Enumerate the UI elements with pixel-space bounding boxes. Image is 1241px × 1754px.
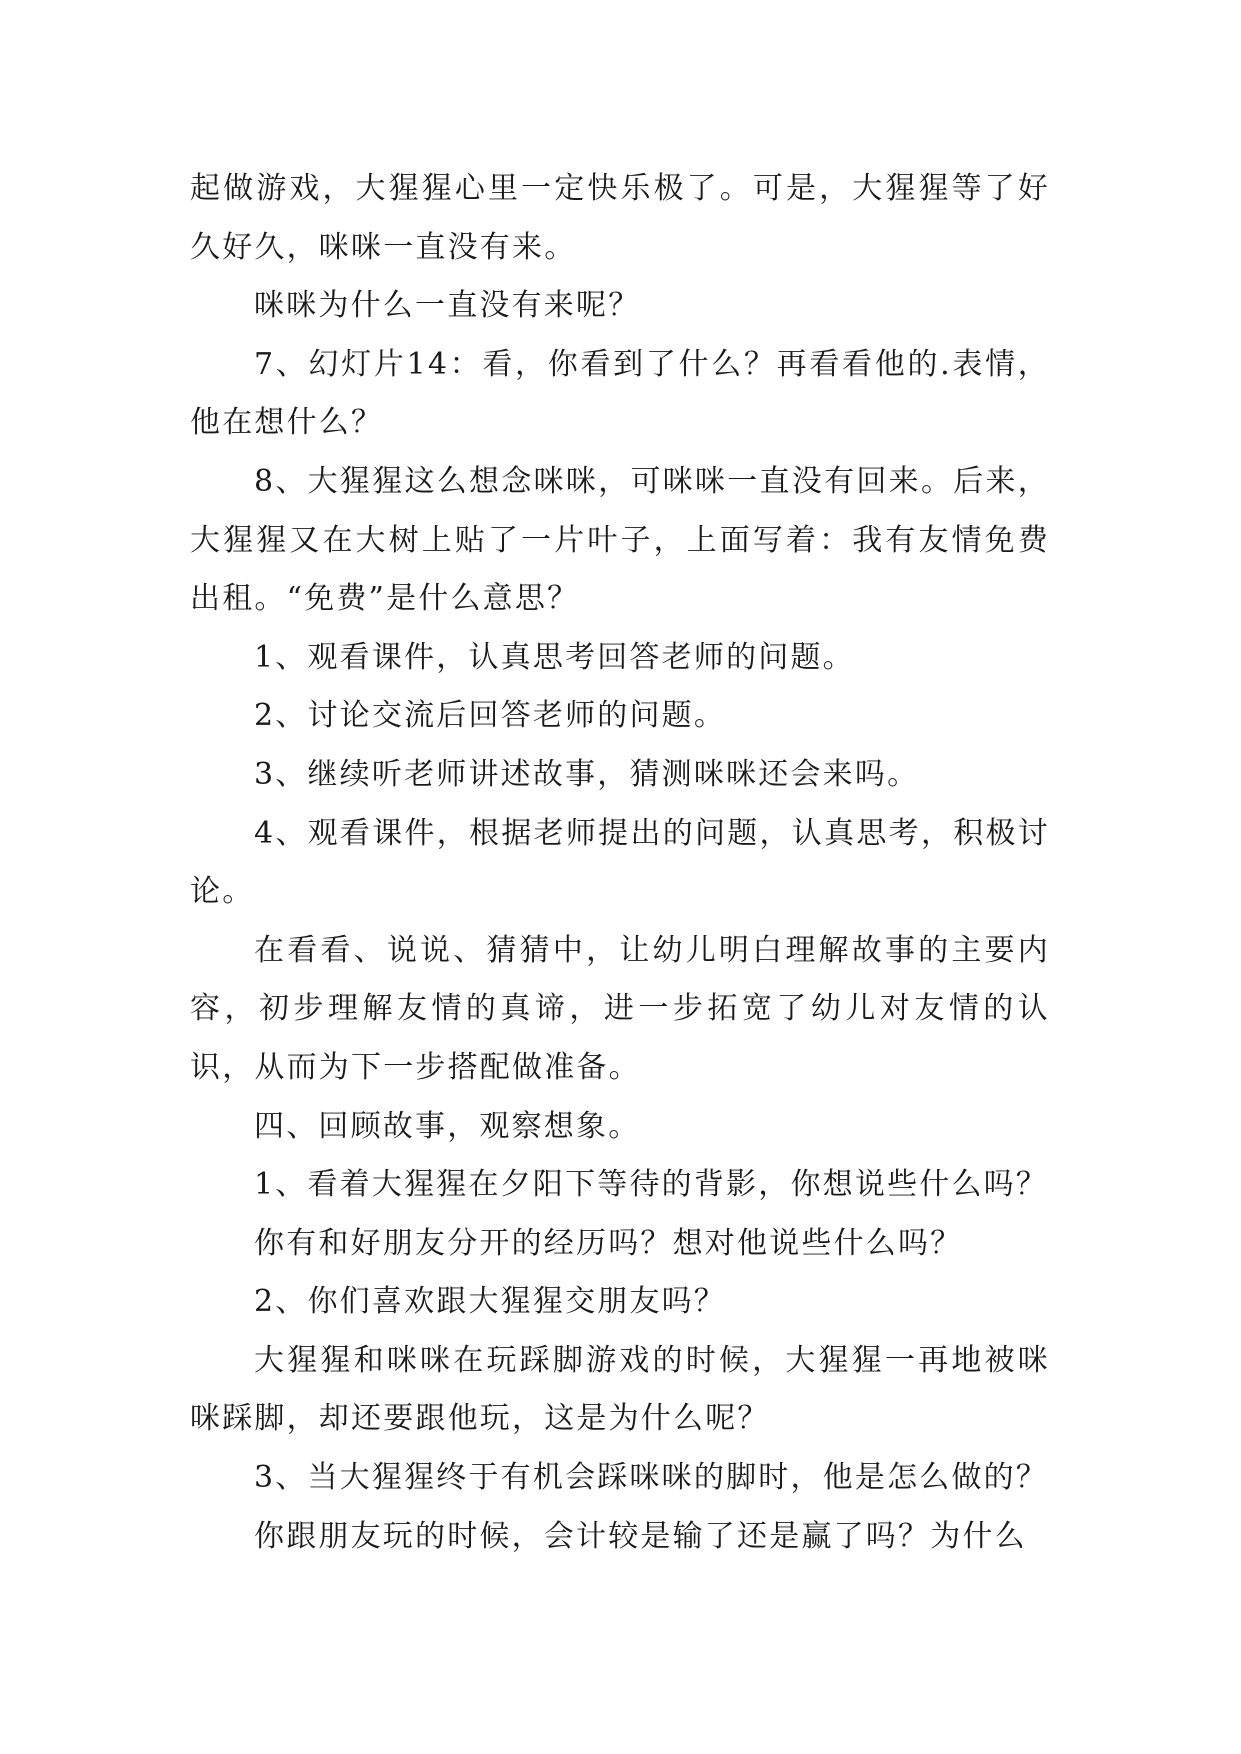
- document-body: [190, 160, 1050, 1566]
- paragraph: 7、幻灯片14：看，你看到了什么？再看看他的.表情，他在想什么？: [190, 346, 1050, 441]
- paragraph: 你跟朋友玩的时候，会计较是输了还是赢了吗？为什么: [254, 1518, 1027, 1554]
- paragraph: 1、观看课件，认真思考回答老师的问题。: [254, 639, 855, 675]
- paragraph: 2、你们喜欢跟大猩猩交朋友吗？: [254, 1284, 727, 1320]
- paragraph: 咪咪为什么一直没有来呢？: [254, 288, 641, 324]
- paragraph: 2、讨论交流后回答老师的问题。: [254, 698, 727, 734]
- paragraph: 1、看着大猩猩在夕阳下等待的背影，你想说些什么吗？: [254, 1167, 1049, 1203]
- paragraph: 3、继续听老师讲述故事，猜测咪咪还会来吗。: [254, 756, 920, 792]
- section-heading: 四、回顾故事，观察想象。: [254, 1108, 641, 1144]
- paragraph: 3、当大猩猩终于有机会踩咪咪的脚时，他是怎么做的？: [254, 1460, 1049, 1496]
- paragraph: 起做游戏，大猩猩心里一定快乐极了。可是，大猩猩等了好久好久，咪咪一直没有来。: [190, 171, 1050, 265]
- paragraph: 你有和好朋友分开的经历吗？想对他说些什么吗？: [254, 1225, 963, 1261]
- paragraph: 在看看、说说、猜猜中，让幼儿明白理解故事的主要内容，初步理解友情的真谛，进一步拓宽了幼儿对友情的认识，从而为下一步搭配做准备。: [190, 932, 1050, 1085]
- paragraph: 大猩猩和咪咪在玩踩脚游戏的时候，大猩猩一再地被咪咪踩脚，却还要跟他玩，这是为什么呢？: [190, 1342, 1050, 1437]
- paragraph: 4、观看课件，根据老师提出的问题，认真思考，积极讨论。: [190, 815, 1050, 910]
- paragraph: 8、大猩猩这么想念咪咪，可咪咪一直没有回来。后来，大猩猩又在大树上贴了一片叶子，上面写着：我有友情免费出租。“免费”是什么意思？: [190, 463, 1050, 617]
